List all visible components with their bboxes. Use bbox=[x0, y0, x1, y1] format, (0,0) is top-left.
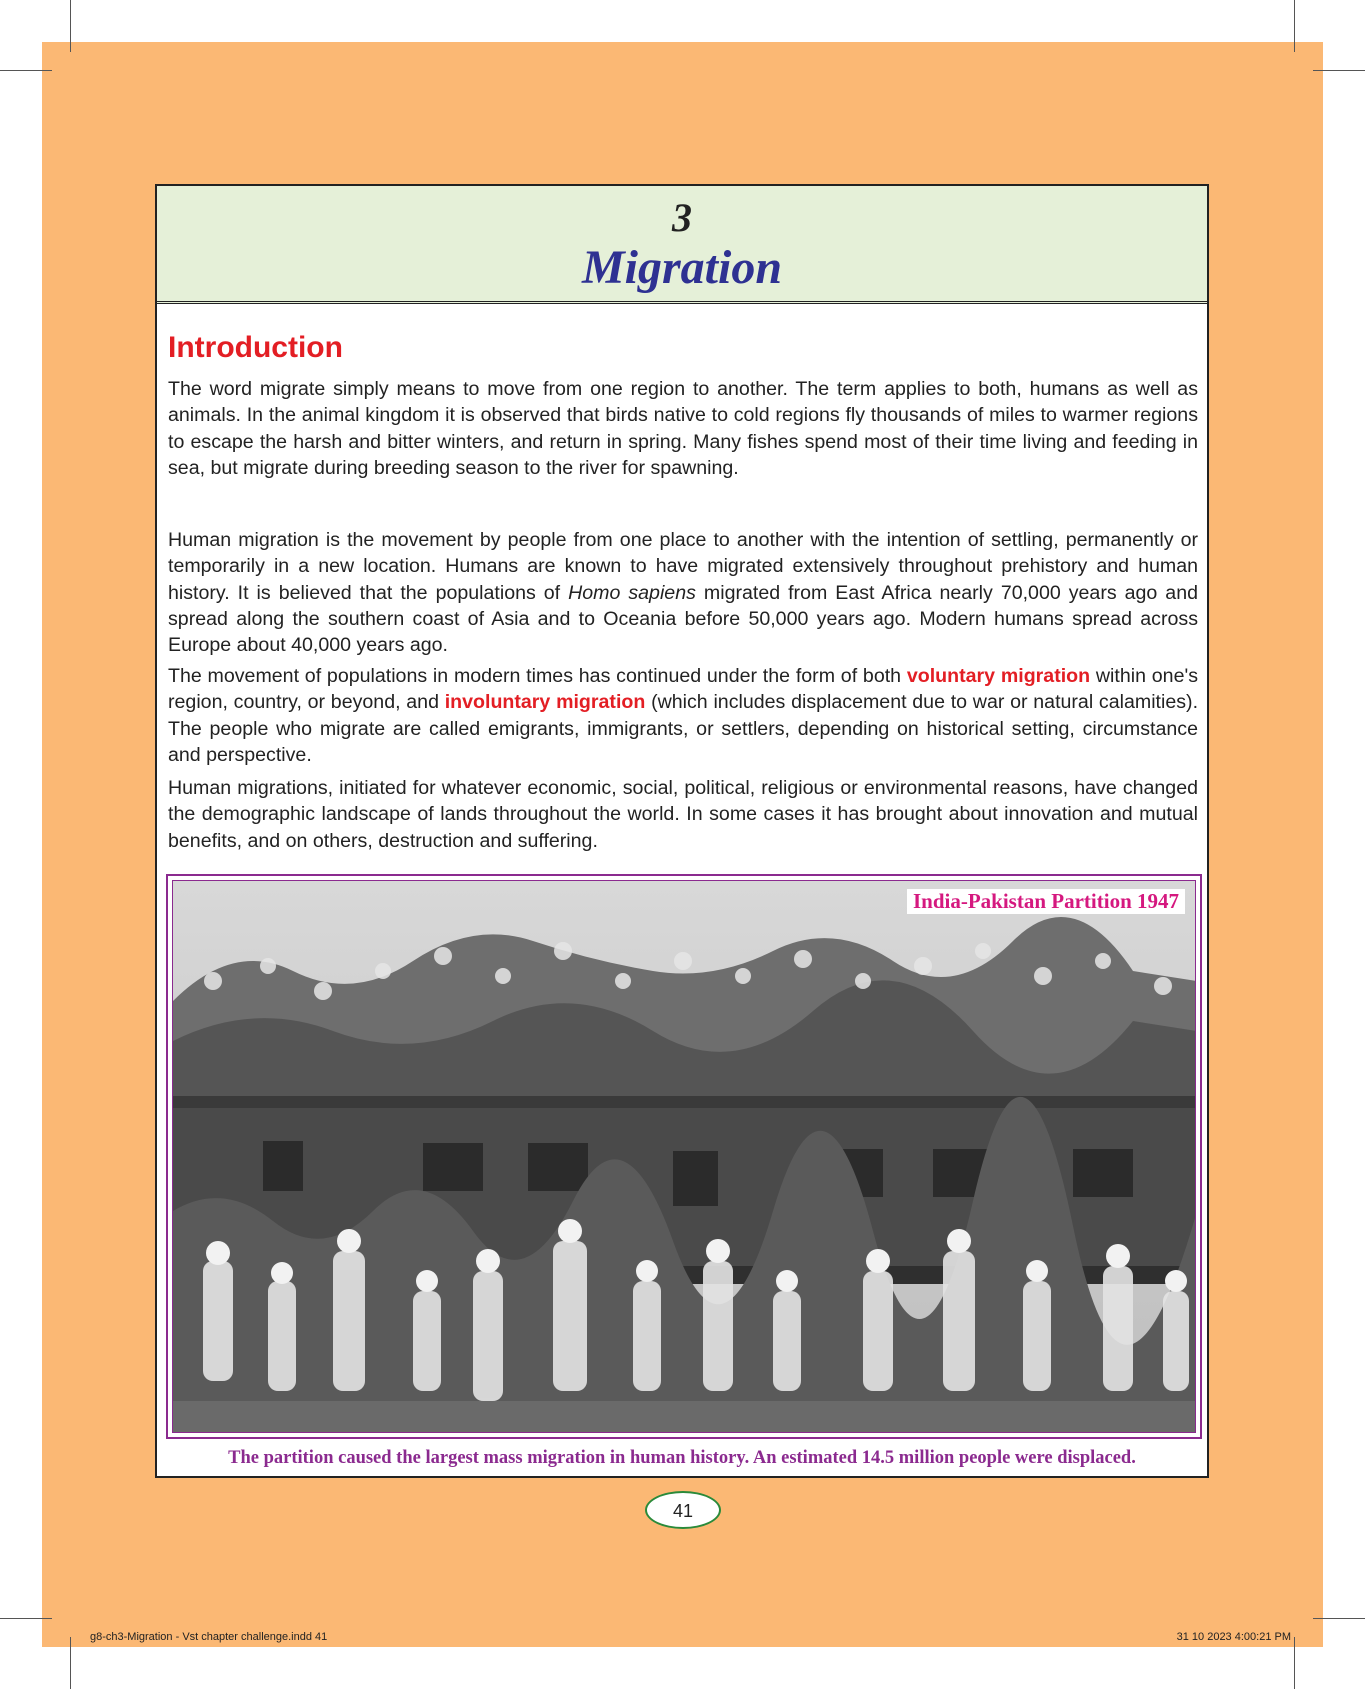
paragraph-2-text-a: Human migration is the movement by people from one place to another with the intention of settling, permanently or temporarily in a new location. Humans are known to have migrated extensively throughout prehistory and human history. It is believed that the populations of bbox=[168, 529, 1198, 604]
crop-mark-bottom-right-h bbox=[1313, 1618, 1365, 1619]
chapter-title: Migration bbox=[581, 241, 783, 294]
crop-mark-bottom-left-h bbox=[0, 1618, 52, 1619]
term-involuntary-migration: involuntary migration bbox=[444, 691, 646, 714]
chapter-number: 3 bbox=[672, 195, 692, 240]
crop-mark-top-left-h bbox=[0, 70, 52, 71]
print-timestamp: 31 10 2023 4:00:21 PM bbox=[1176, 1631, 1291, 1643]
crop-mark-top-right-h bbox=[1313, 70, 1365, 71]
train-crowd-illustration bbox=[173, 881, 1196, 1433]
crop-mark-top-right-v bbox=[1294, 0, 1295, 52]
term-voluntary-migration: voluntary migration bbox=[906, 665, 1091, 687]
section-heading: Introduction bbox=[168, 331, 343, 364]
figure-label: India-Pakistan Partition 1947 bbox=[907, 889, 1185, 914]
page-number: 41 bbox=[645, 1491, 721, 1529]
paragraph-2-text-b: migrated from East Africa nearly 70,000 years ago and spread along the southern coast of Asia and to Oceania before 50,000 years ago. Modern humans spread across Europe about 40,000 years ago. bbox=[168, 581, 1199, 657]
paragraph-3-text-a: The movement of populations in modern times has continued under the form of both bbox=[168, 665, 907, 687]
chapter-header bbox=[157, 186, 1207, 304]
paragraph-3-text-c: (which includes displacement due to war or natural calamities). The people who migrate are called emigrants, immigrants, or settlers, depending on historical setting, circumstance and perspective. bbox=[168, 691, 1199, 766]
figure-frame bbox=[166, 874, 1202, 1439]
partition-train-photo bbox=[172, 880, 1196, 1433]
paragraph-3 bbox=[168, 663, 1198, 768]
paragraph-1: The word migrate simply means to move from one region to another. The term applies to both, humans as well as animals. In the animal kingdom it is observed that birds native to cold regions fly thousands of miles to warmer regions to escape the harsh and bitter winters, and return in spring. Many fishes spend most of their time living and feeding in sea, but migrate during breeding season to the river for spawning. bbox=[168, 378, 1198, 479]
paragraph-4: Human migrations, initiated for whatever economic, social, political, religious or environmental reasons, have changed the demographic landscape of lands throughout the world. In some cases it has brought about innovation and mutual benefits, and on others, destruction and suffering. bbox=[168, 777, 1198, 852]
paragraph-3-text-b: within one's region, country, or beyond, and bbox=[168, 665, 1198, 714]
file-slug: g8-ch3-Migration - Vst chapter challenge.indd 41 bbox=[90, 1631, 328, 1643]
species-name: Homo sapiens bbox=[568, 581, 696, 604]
crop-mark-top-left-v bbox=[70, 0, 71, 52]
crop-mark-bottom-left-v bbox=[70, 1637, 71, 1689]
paragraph-2 bbox=[168, 527, 1198, 658]
crop-mark-bottom-right-v bbox=[1294, 1637, 1295, 1689]
content-frame bbox=[155, 184, 1209, 1478]
figure-caption: The partition caused the largest mass migration in human history. An estimated 14.5 million people were displaced. bbox=[228, 1448, 1136, 1468]
